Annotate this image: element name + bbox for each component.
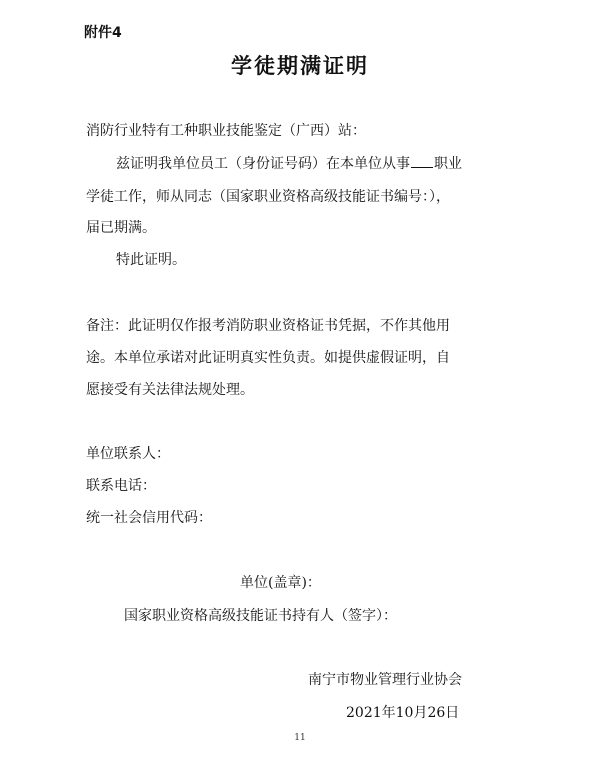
holder-signature: 国家职业资格高级技能证书持有人（签字）： bbox=[124, 608, 397, 624]
addressee: 消防行业特有工种职业技能鉴定（广西）站： bbox=[86, 123, 366, 139]
paragraph-1-line-1 bbox=[116, 154, 462, 174]
note-line-1: 备注：此证明仅作报考消防职业资格证书凭据，不作其他用 bbox=[86, 318, 450, 334]
paragraph-1-line-2: 学徒工作，师从同志（国家职业资格高级技能证书编号：）， bbox=[86, 189, 450, 205]
paragraph-1-line-1-text: 兹证明我单位员工（身份证号码）在本单位从事 bbox=[116, 156, 410, 172]
paragraph-1-line-1-end: 职业 bbox=[434, 156, 462, 172]
paragraph-2: 特此证明。 bbox=[116, 252, 186, 268]
contact-phone: 联系电话： bbox=[86, 478, 156, 494]
note-line-3: 愿接受有关法律法规处理。 bbox=[86, 382, 254, 398]
attachment-label: 附件4 bbox=[84, 25, 122, 41]
unit-seal: 单位(盖章)： bbox=[240, 575, 321, 591]
occupation-blank bbox=[411, 155, 433, 168]
page-number: 11 bbox=[294, 733, 306, 743]
document-title: 学徒期满证明 bbox=[231, 54, 369, 78]
note-line-2: 途。本单位承诺对此证明真实性负责。如提供虚假证明，自 bbox=[86, 350, 450, 366]
contact-person: 单位联系人： bbox=[86, 446, 170, 462]
issue-date: 2021年10月26日 bbox=[346, 705, 460, 721]
paragraph-1-line-3: 届已期满。 bbox=[86, 220, 156, 236]
credit-code: 统一社会信用代码： bbox=[86, 510, 212, 526]
organization-name: 南宁市物业管理行业协会 bbox=[308, 672, 462, 688]
